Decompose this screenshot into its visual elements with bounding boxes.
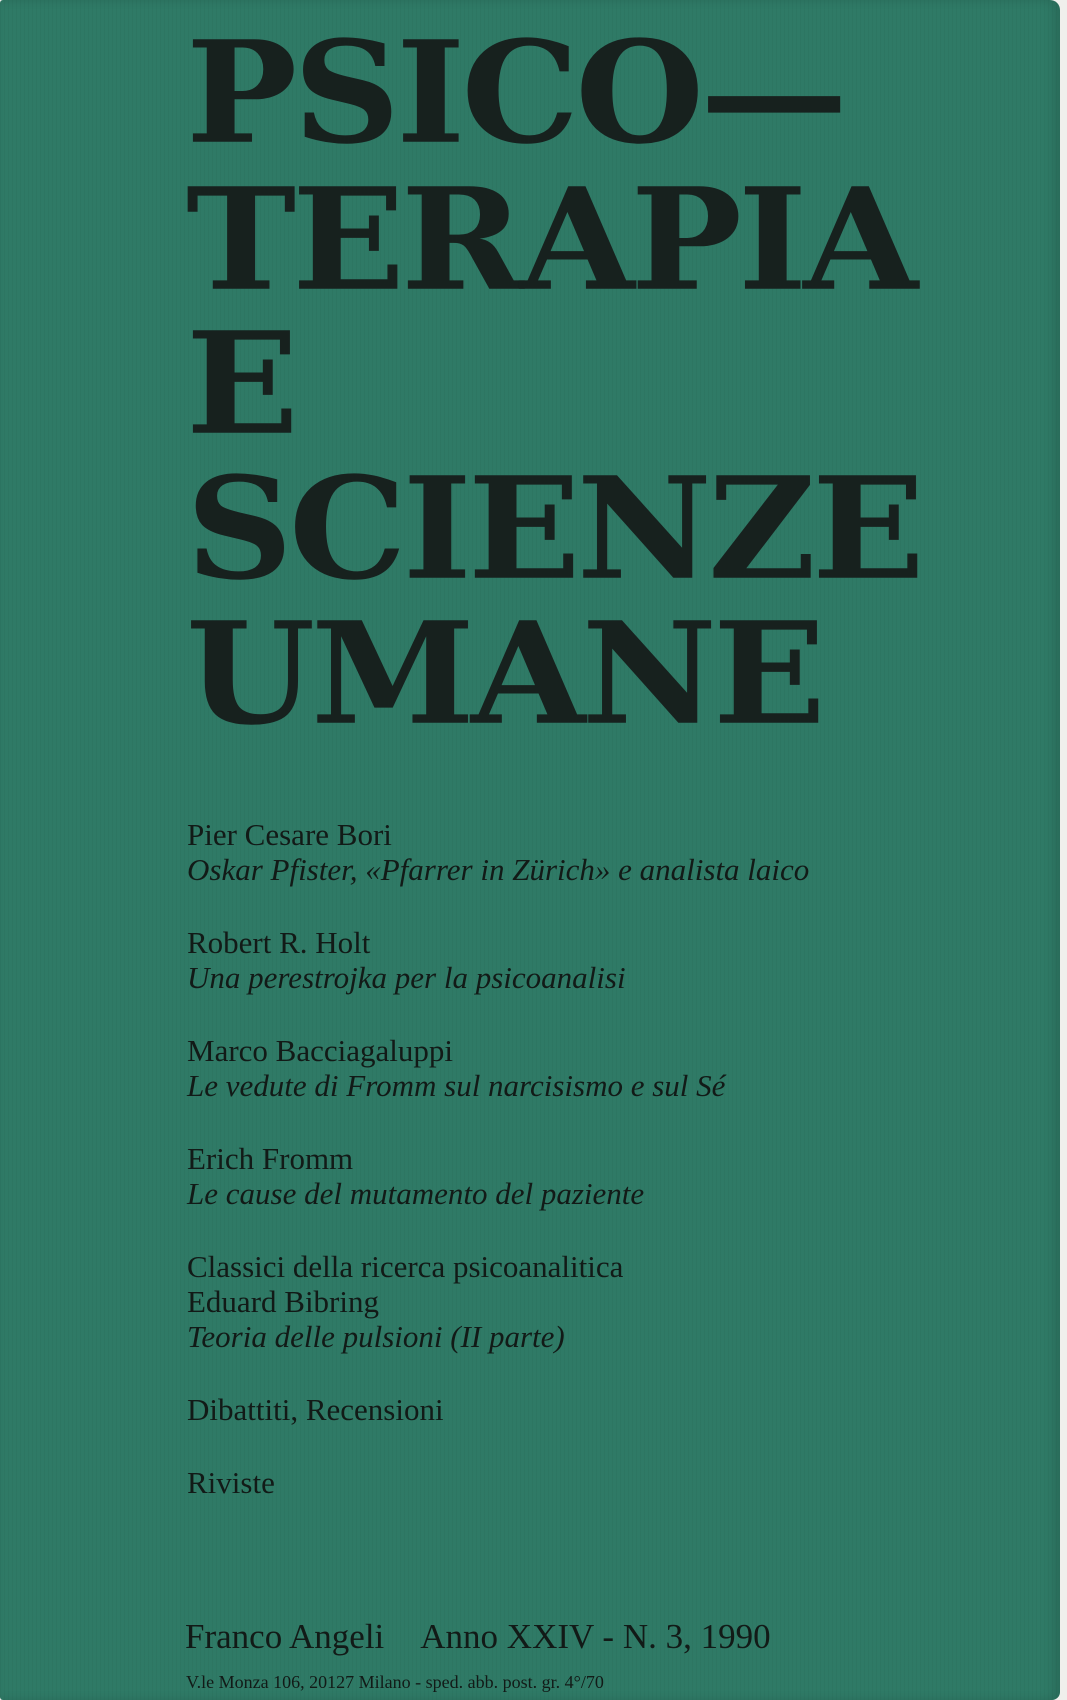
contents-entry <box>187 817 1027 887</box>
contents-entry <box>187 1392 1027 1427</box>
entry-section-heading: Dibattiti, Recensioni <box>187 1392 444 1427</box>
title-line-4: SCIENZE <box>186 445 921 611</box>
entry-author: Robert R. Holt <box>187 925 371 960</box>
contents-entry <box>187 1033 1027 1103</box>
entry-article-title: Oskar Pfister, «Pfarrer in Zürich» e analista laico <box>187 852 810 887</box>
entry-section-heading: Classici della ricerca psicoanalitica <box>187 1249 624 1284</box>
contents-entry <box>187 1141 1027 1211</box>
contents-entry <box>187 925 1027 995</box>
entry-article-title: Le cause del mutamento del paziente <box>187 1176 645 1211</box>
title-line-1: PSICO— <box>186 9 845 175</box>
entry-author: Pier Cesare Bori <box>187 817 392 852</box>
table-of-contents <box>187 817 1027 1538</box>
entry-section-heading: Riviste <box>187 1465 275 1500</box>
publisher-address: V.le Monza 106, 20127 Milano - sped. abb. post. gr. 4°/70 <box>186 1672 604 1692</box>
publisher-name: Franco Angeli <box>185 1617 385 1656</box>
entry-article-title: Teoria delle pulsioni (II parte) <box>187 1319 565 1354</box>
issue-info: Anno XXIV - N. 3, 1990 <box>420 1617 771 1656</box>
contents-entry <box>187 1249 1027 1354</box>
publisher-line <box>185 1617 771 1657</box>
title-line-2: TERAPIA <box>186 156 915 322</box>
entry-article-title: Le vedute di Fromm sul narcisismo e sul Sé <box>187 1068 726 1103</box>
contents-entry <box>187 1465 1027 1500</box>
entry-author: Marco Bacciagaluppi <box>187 1033 453 1068</box>
title-line-5: UMANE <box>186 590 822 756</box>
title-line-3: E <box>186 300 295 466</box>
entry-author: Erich Fromm <box>187 1141 354 1176</box>
entry-article-title: Una perestrojka per la psicoanalisi <box>187 960 626 995</box>
entry-author: Eduard Bibring <box>187 1284 379 1319</box>
